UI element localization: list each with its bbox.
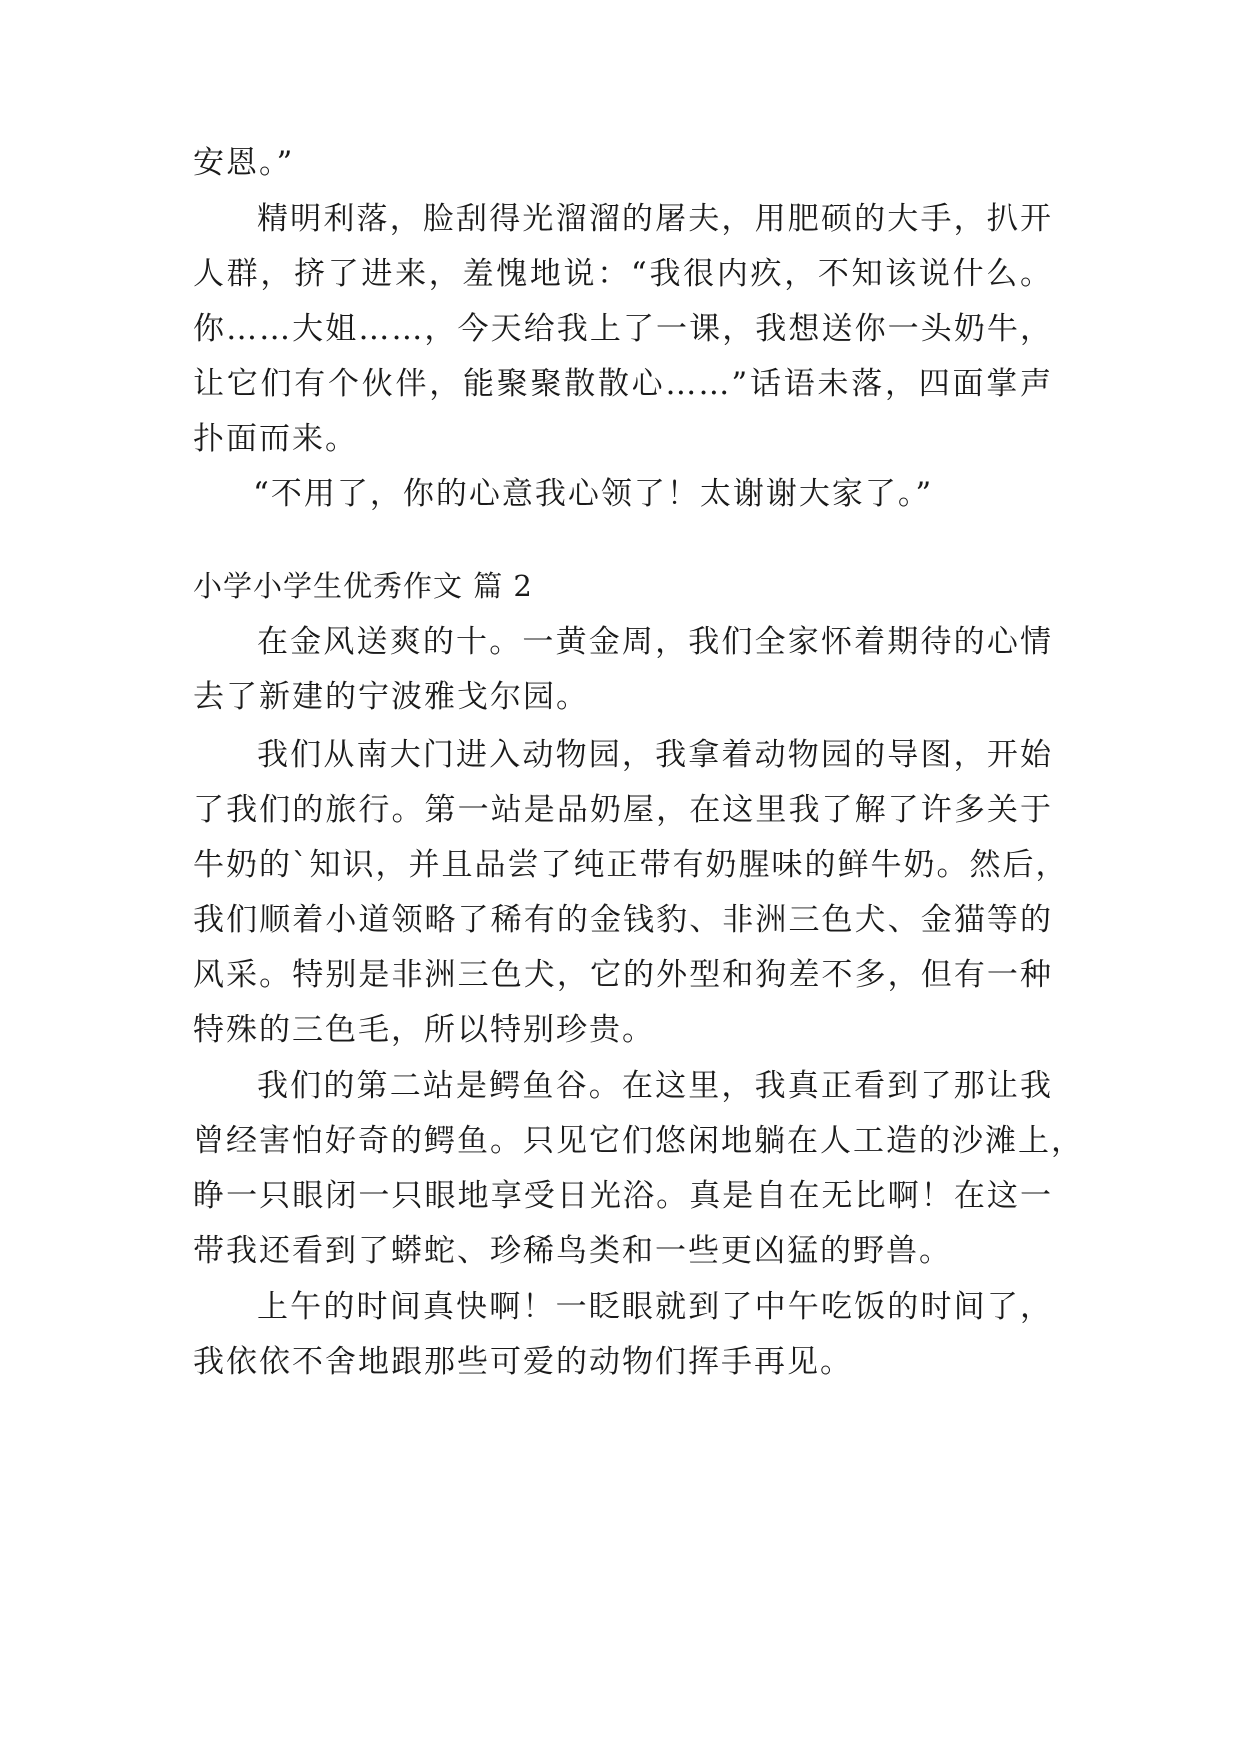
paragraph-line: 我依依不舍地跟那些可爱的动物们挥手再见。	[193, 1344, 853, 1380]
paragraph-line: “不用了，你的心意我心领了！太谢谢大家了。”	[253, 476, 934, 512]
paragraph-line: 带我还看到了蟒蛇、珍稀鸟类和一些更凶猛的野兽。	[193, 1233, 952, 1269]
paragraph-line: 人群，挤了进来，羞愧地说：“我很内疚，不知该说什么。	[193, 256, 1053, 292]
paragraph-line: 牛奶的`知识，并且品尝了纯正带有奶腥味的鲜牛奶。然后，	[193, 847, 1069, 883]
paragraph-line: 我们从南大门进入动物园，我拿着动物园的导图，开始	[257, 737, 1053, 773]
paragraph-line: 曾经害怕好奇的鳄鱼。只见它们悠闲地躺在人工造的沙滩上，	[193, 1123, 1084, 1159]
paragraph-line: 我们顺着小道领略了稀有的金钱豹、非洲三色犬、金猫等的	[193, 902, 1053, 938]
paragraph-line: 特殊的三色毛，所以特别珍贵。	[193, 1012, 655, 1048]
paragraph-line: 让它们有个伙伴，能聚聚散散心……”话语未落，四面掌声	[193, 366, 1053, 402]
paragraph-line: 精明利落，脸刮得光溜溜的屠夫，用肥硕的大手，扒开	[257, 201, 1053, 237]
paragraph-line: 上午的时间真快啊！一眨眼就到了中午吃饭的时间了，	[257, 1289, 1053, 1325]
paragraph-line: 睁一只眼闭一只眼地享受日光浴。真是自在无比啊！在这一	[193, 1178, 1053, 1214]
paragraph-line: 扑面而来。	[193, 421, 358, 457]
paragraph-line: 风采。特别是非洲三色犬，它的外型和狗差不多，但有一种	[193, 957, 1053, 993]
paragraph-line: 了我们的旅行。第一站是品奶屋，在这里我了解了许多关于	[193, 792, 1053, 828]
paragraph-line: 安恩。”	[193, 145, 295, 181]
paragraph-line: 你……大姐……，今天给我上了一课，我想送你一头奶牛，	[193, 311, 1053, 347]
paragraph-line: 我们的第二站是鳄鱼谷。在这里，我真正看到了那让我	[257, 1068, 1053, 1104]
paragraph-line: 在金风送爽的十。一黄金周，我们全家怀着期待的心情	[257, 624, 1053, 660]
section-heading: 小学小学生优秀作文 篇 2	[193, 569, 533, 603]
paragraph-line: 去了新建的宁波雅戈尔园。	[193, 679, 589, 715]
